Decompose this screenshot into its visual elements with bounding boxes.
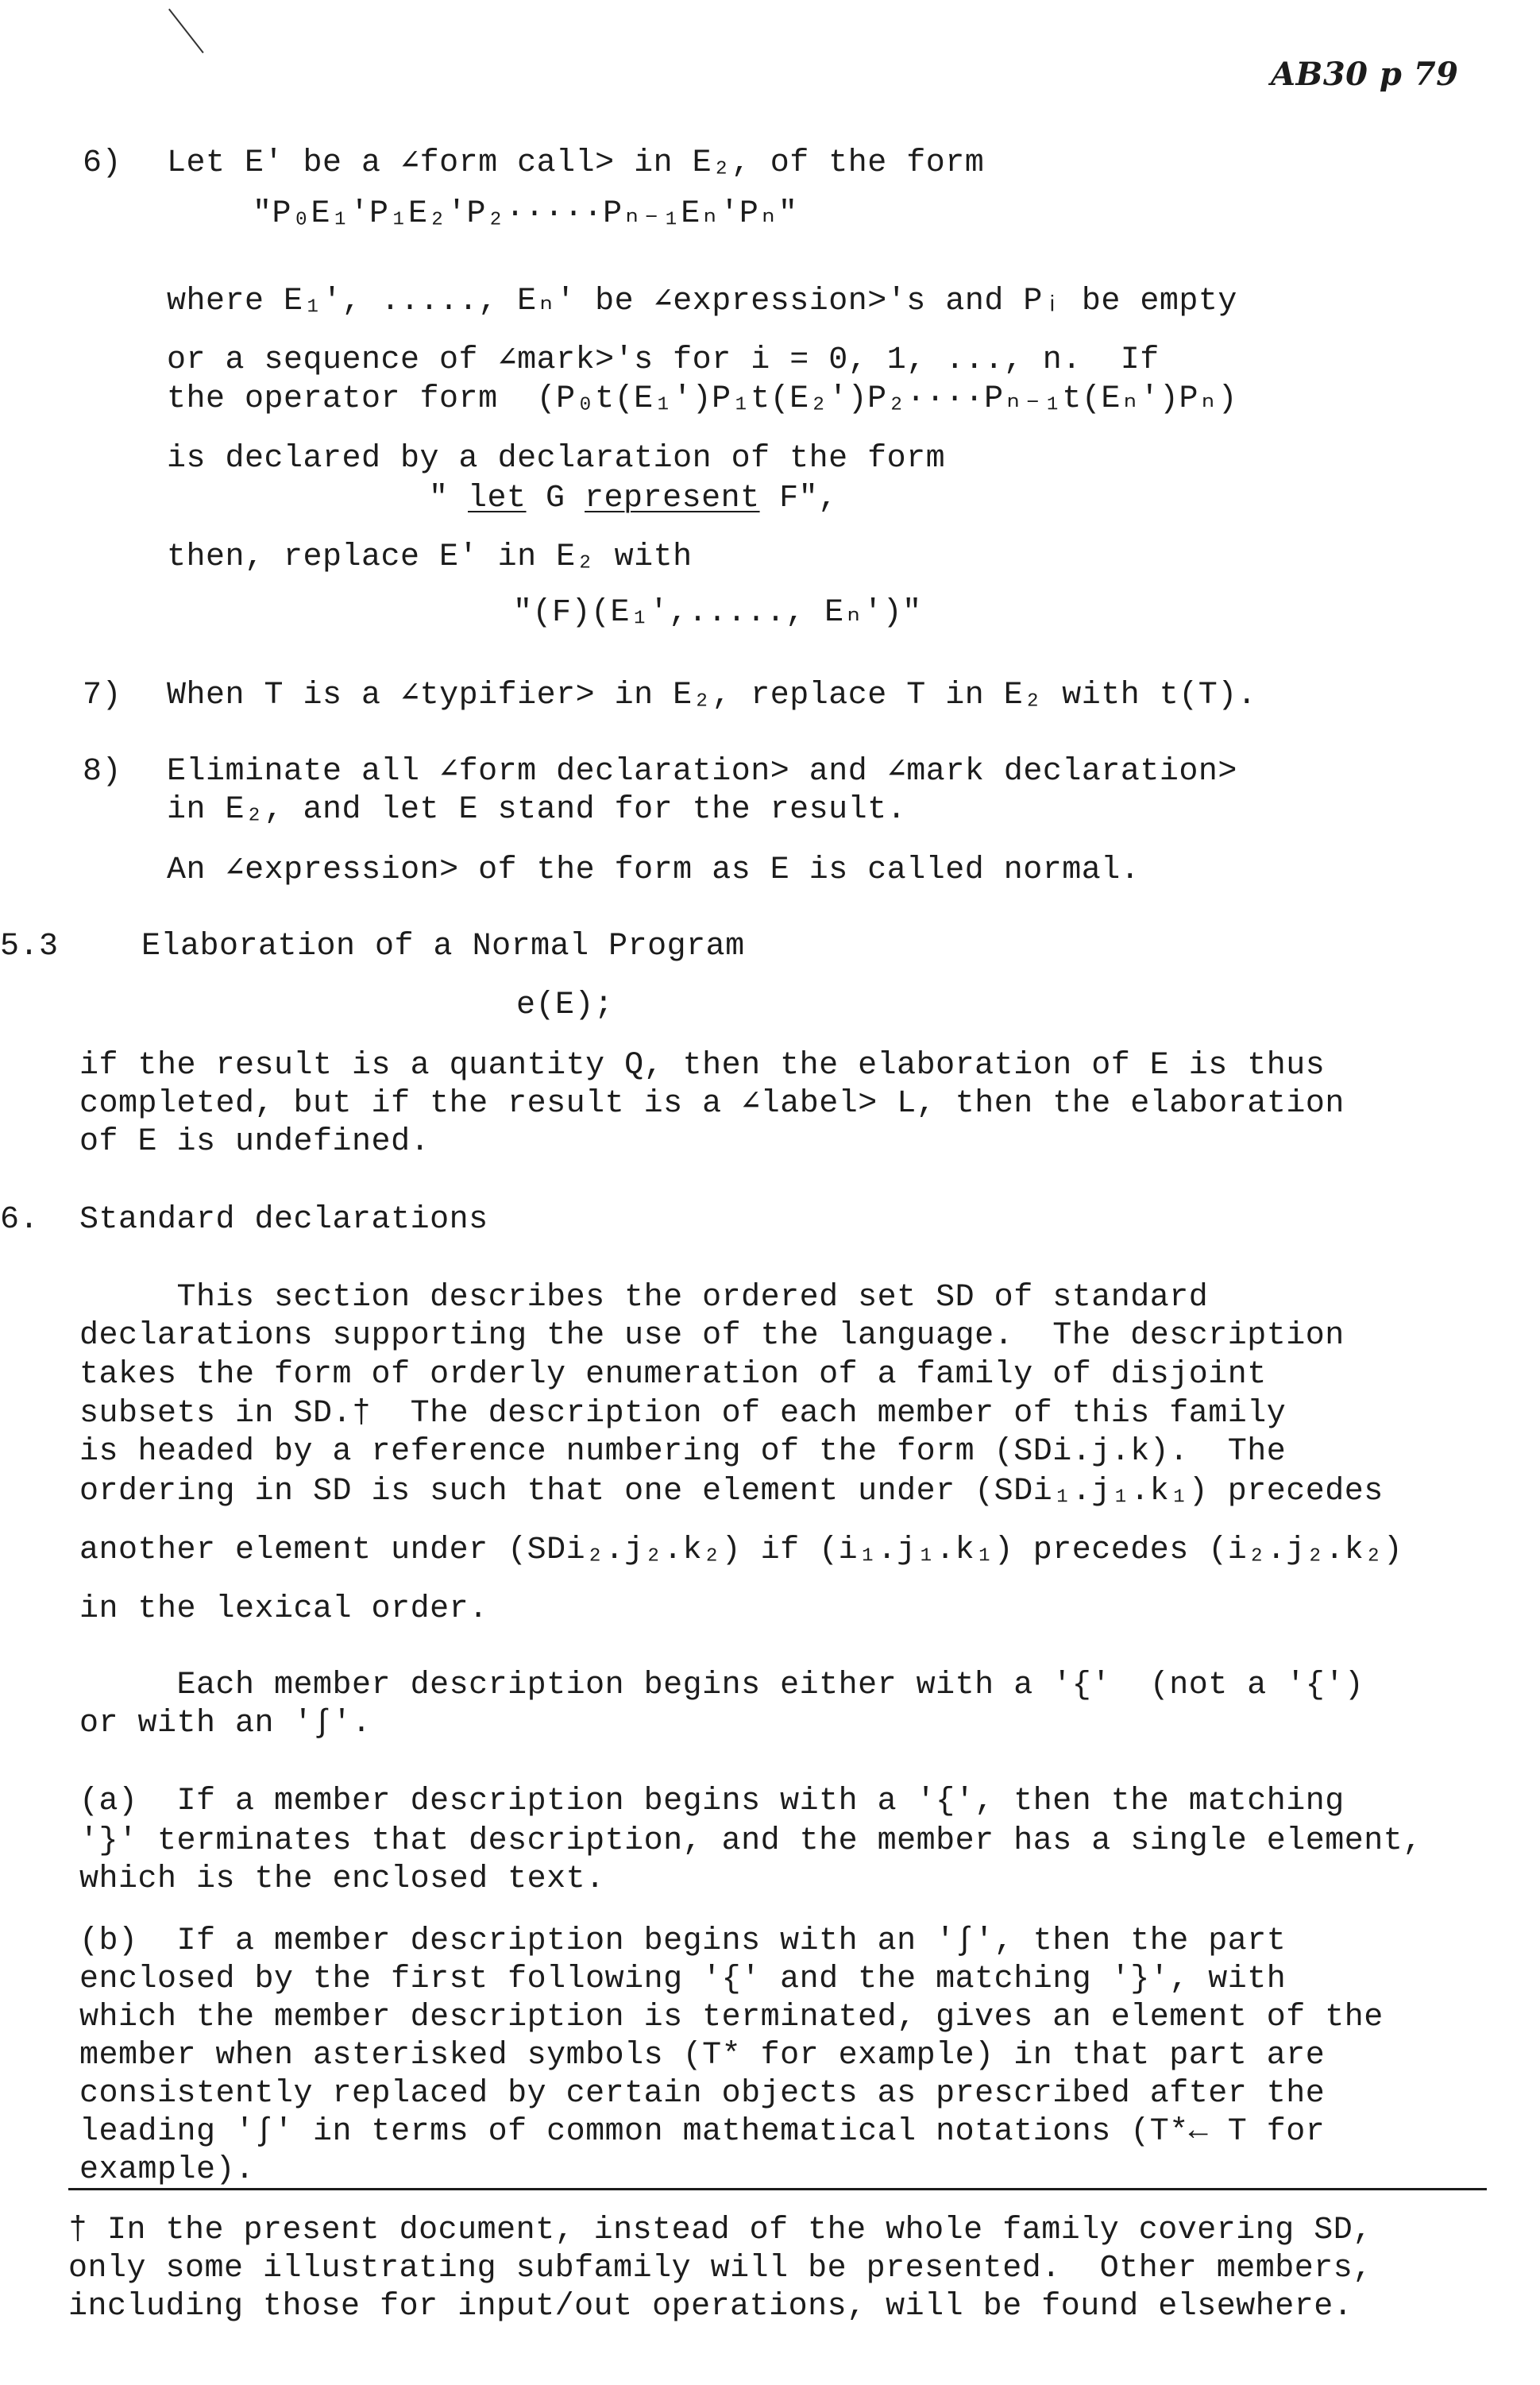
section-5-3-line: if the result is a quantity Q, then the elaboration of E is thus — [79, 1048, 1326, 1084]
section-5-3-formula: e(E); — [516, 988, 614, 1023]
item-6-line: "(F)(E₁',....., Eₙ')" — [513, 595, 922, 631]
section-6-para-b-line: leading '∫' in terms of common mathematical notations (T*← T for — [79, 2114, 1326, 2150]
section-6-para1-line: subsets in SD.† The description of each member of this family — [79, 1396, 1287, 1432]
keyword-represent: represent — [585, 481, 760, 516]
item-6-line: or a sequence of ∠mark>'s for i = 0, 1, ..., n. If — [167, 342, 1160, 378]
item-6-line: where E₁', ....., Eₙ' be ∠expression>'s and Pᵢ be empty — [167, 284, 1237, 319]
section-6-title: Standard declarations — [79, 1202, 488, 1238]
page-reference: AB30 p 79 — [1271, 56, 1459, 93]
item-8-number: 8) — [83, 754, 122, 790]
item-8-line: Eliminate all ∠form declaration> and ∠mark declaration> — [167, 754, 1237, 790]
section-6-para1-line: another element under (SDi₂.j₂.k₂) if (i₁.j₁.k₁) precedes (i₂.j₂.k₂) — [79, 1533, 1403, 1568]
section-5-3-number: 5.3 — [0, 929, 59, 964]
item-6-line: Let E' be a ∠form call> in E₂, of the form — [167, 145, 985, 181]
section-6-para1-line: in the lexical order. — [79, 1591, 488, 1627]
symbol-f: F", — [759, 481, 838, 516]
item-6-number: 6) — [83, 145, 122, 181]
item-6-line: then, replace E' in E₂ with — [167, 539, 693, 575]
section-5-3-title: Elaboration of a Normal Program — [141, 929, 745, 964]
item-8-line: An ∠expression> of the form as E is called normal. — [167, 852, 1141, 888]
footnote-line: only some illustrating subfamily will be presented. Other members, — [68, 2251, 1372, 2286]
item-6-line: "P₀E₁'P₁E₂'P₂·····Pₙ₋₁Eₙ'Pₙ" — [253, 196, 798, 232]
section-5-3-line: completed, but if the result is a ∠label> L, then the elaboration — [79, 1086, 1345, 1122]
symbol-g: G — [526, 481, 585, 516]
item-7-text: When T is a ∠typifier> in E₂, replace T in E₂ with t(T). — [167, 678, 1257, 713]
section-6-para-b-line: consistently replaced by certain objects as prescribed after the — [79, 2076, 1326, 2112]
section-6-para-a-line: which is the enclosed text. — [79, 1861, 605, 1897]
section-6-para-a-line: (a) If a member description begins with a '{', then the matching — [79, 1784, 1345, 1819]
section-6-para1-line: is headed by a reference numbering of the form (SDi.j.k). The — [79, 1434, 1287, 1470]
section-6-para-b-line: example). — [79, 2152, 255, 2188]
section-6-para-b-line: enclosed by the first following '{' and the matching '}', with — [79, 1962, 1287, 1997]
section-6-para-a-line: '}' terminates that description, and the member has a single element, — [79, 1823, 1422, 1859]
item-6-line: the operator form (P₀t(E₁')P₁t(E₂')P₂····Pₙ₋₁t(Eₙ')Pₙ) — [167, 381, 1238, 417]
section-6-para1-line: takes the form of orderly enumeration of a family of disjoint — [79, 1357, 1267, 1393]
footnote-line: including those for input/out operations, will be found elsewhere. — [68, 2289, 1353, 2325]
section-5-3-line: of E is undefined. — [79, 1124, 430, 1160]
section-6-para1-line: This section describes the ordered set SD of standard — [79, 1280, 1209, 1316]
section-6-para-b-line: member when asterisked symbols (T* for example) in that part are — [79, 2038, 1326, 2074]
item-8-line: in E₂, and let E stand for the result. — [167, 792, 907, 828]
footnote-line: † In the present document, instead of the whole family covering SD, — [68, 2213, 1372, 2248]
item-6-line: is declared by a declaration of the form — [167, 441, 946, 477]
section-6-para1-line: ordering in SD is such that one element under (SDi₁.j₁.k₁) precedes — [79, 1474, 1384, 1509]
section-6-para1-line: declarations supporting the use of the language. The description — [79, 1318, 1345, 1354]
section-6-para2-line: Each member description begins either with a '{' (not a '{') — [79, 1668, 1364, 1703]
section-6-number: 6. — [0, 1202, 40, 1238]
footnote-rule — [68, 2188, 1487, 2190]
section-6-para2-line: or with an '∫'. — [79, 1706, 372, 1741]
keyword-let: let — [468, 481, 527, 516]
section-6-para-b-line: which the member description is terminated, gives an element of the — [79, 2000, 1384, 2035]
item-6-declaration-line — [429, 483, 838, 515]
quote-open: " — [429, 481, 469, 516]
item-7-number: 7) — [83, 678, 122, 713]
section-6-para-b-line: (b) If a member description begins with an '∫', then the part — [79, 1923, 1287, 1959]
pen-stroke-mark — [168, 9, 204, 53]
